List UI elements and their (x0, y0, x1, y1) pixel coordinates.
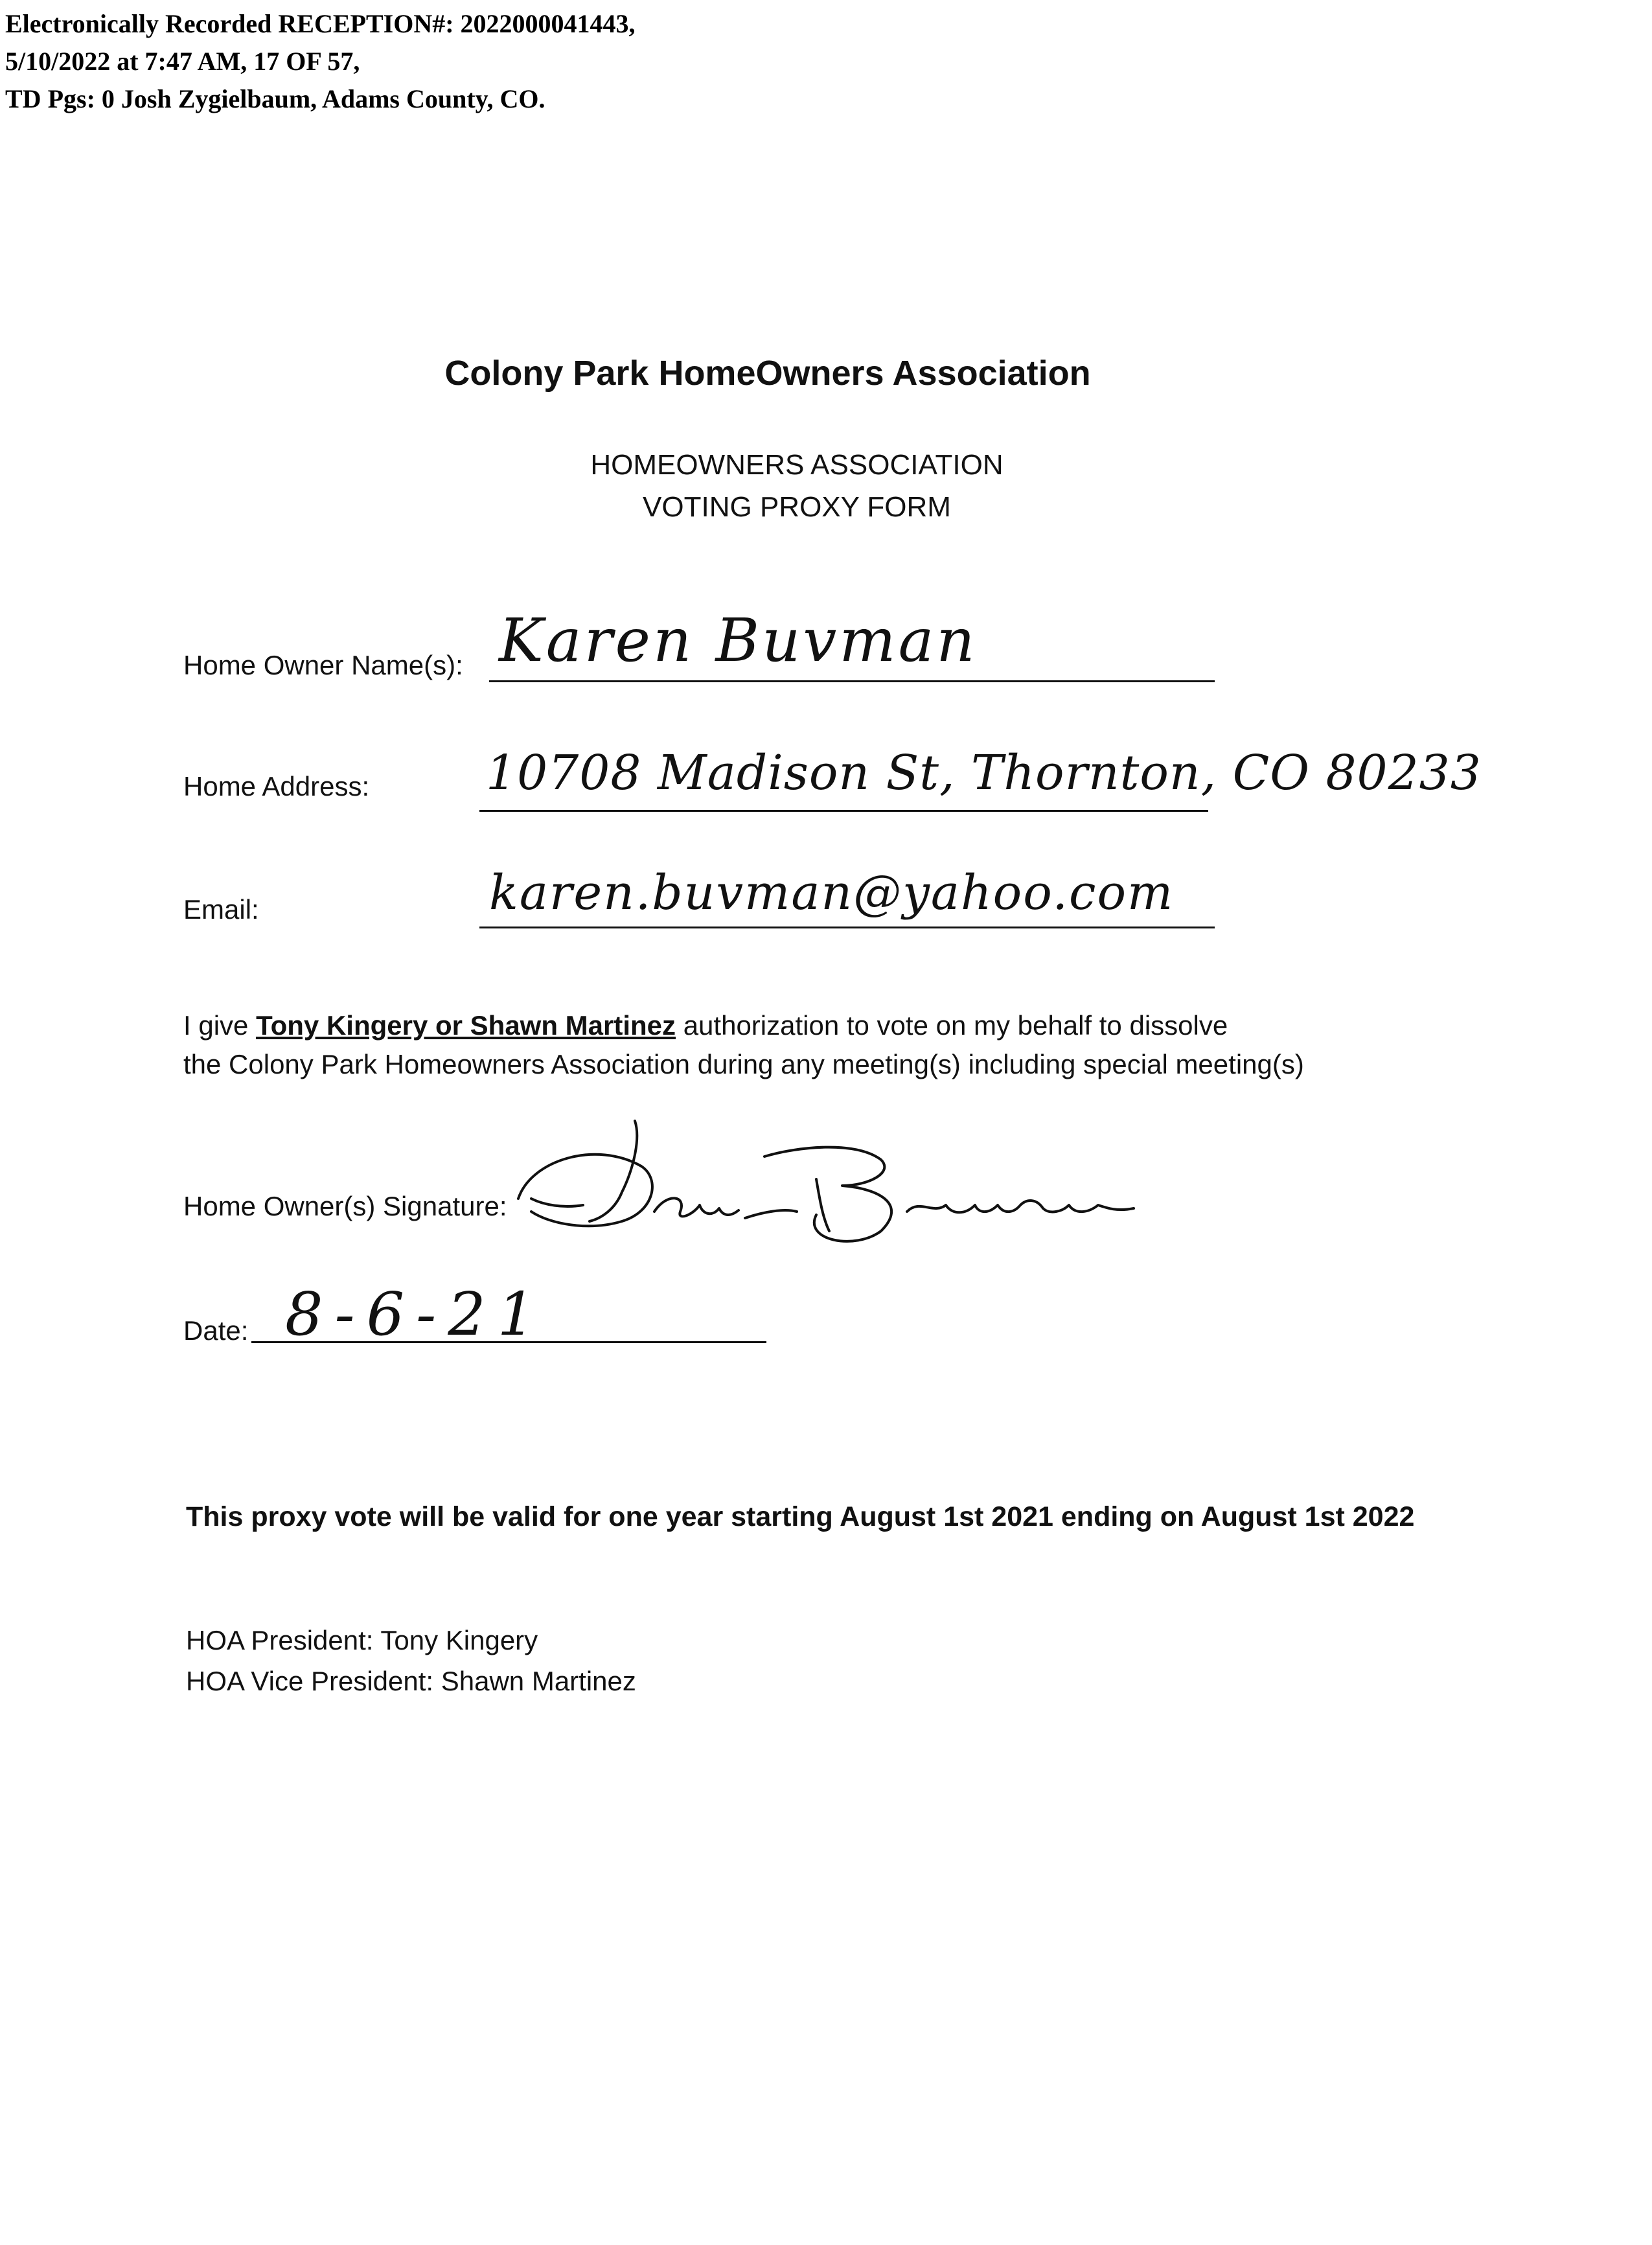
hoa-vice-president: HOA Vice President: Shawn Martinez (186, 1666, 636, 1696)
validity-statement: This proxy vote will be valid for one year starting August 1st 2021 ending on August 1st 2022 (186, 1501, 1415, 1532)
date-value: 8-6-21 (285, 1280, 547, 1349)
owner-name-label: Home Owner Name(s): (183, 650, 463, 680)
authorization-suffix: authorization to vote on my behalf to dissolve (676, 1010, 1228, 1041)
authorization-line-1 (183, 1006, 1304, 1045)
authorized-agents: Tony Kingery or Shawn Martinez (256, 1010, 676, 1041)
date-line (251, 1341, 766, 1343)
owner-name-line (489, 680, 1215, 682)
email-line (479, 927, 1215, 928)
officers-block (186, 1620, 636, 1701)
email-label: Email: (183, 894, 259, 925)
form-title (0, 444, 1594, 528)
owner-name-value: Karen Buvman (499, 606, 978, 675)
email-value: karen.buvman@yahoo.com (489, 865, 1175, 921)
authorization-statement (183, 1006, 1304, 1084)
stamp-line-1: Electronically Recorded RECEPTION#: 2022000041443, (5, 9, 636, 38)
home-address-value: 10708 Madison St, Thornton, CO 80233 (486, 745, 1482, 801)
hoa-president: HOA President: Tony Kingery (186, 1625, 538, 1655)
authorization-line-2: the Colony Park Homeowners Association during any meeting(s) including special meeting(s) (183, 1049, 1304, 1079)
form-title-line-1: HOMEOWNERS ASSOCIATION (590, 449, 1004, 481)
home-address-line (479, 810, 1208, 812)
handwritten-signature (492, 1101, 1173, 1257)
authorization-prefix: I give (183, 1010, 257, 1041)
date-label: Date: (183, 1315, 249, 1346)
stamp-line-3: TD Pgs: 0 Josh Zygielbaum, Adams County, CO. (5, 84, 545, 113)
organization-title: Colony Park HomeOwners Association (444, 354, 1091, 393)
signature-label: Home Owner(s) Signature: (183, 1191, 507, 1221)
recording-stamp (5, 5, 636, 118)
form-title-line-2: VOTING PROXY FORM (643, 491, 951, 523)
stamp-line-2: 5/10/2022 at 7:47 AM, 17 OF 57, (5, 47, 360, 76)
home-address-label: Home Address: (183, 771, 370, 801)
